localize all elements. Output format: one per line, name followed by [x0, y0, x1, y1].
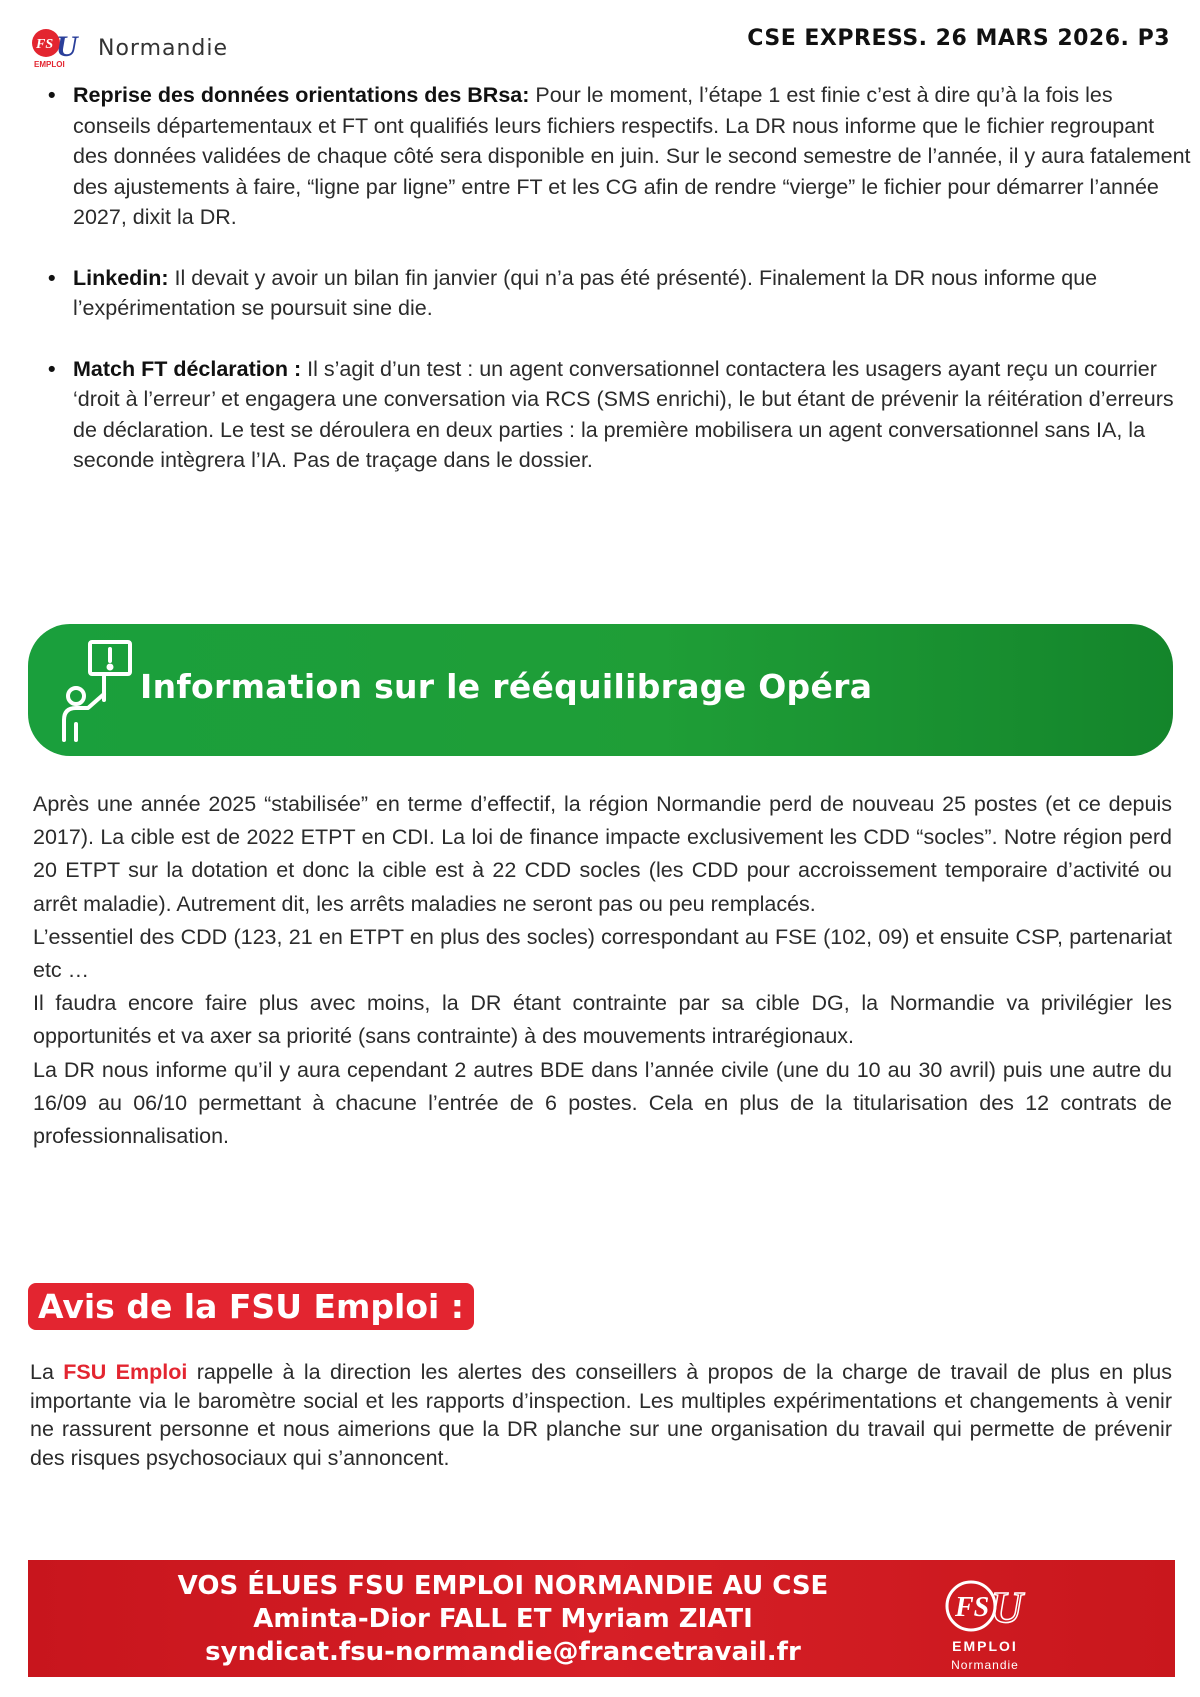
bullet-text: Il s’agit d’un test : un agent conversationnel contactera les usagers ayant reçu un courrier ‘droit à l’erreur’ et engagera une conversation via RCS (SMS enrichi), le but étant de prévenir la réitération d’erreurs de déclaration. Le test se déroulera en deux parties : la première mobilisera un agent conversationnel sans IA, la seconde intègrera l’IA. Pas de traçage dans le dossier. [73, 356, 1174, 472]
bullet-item [73, 263, 1193, 324]
footer-logo-fs: FS [955, 1592, 990, 1623]
bullet-label: Linkedin: [73, 265, 169, 290]
bullet-list [48, 80, 1193, 506]
fsu-logo-sub: EMPLOI [34, 60, 65, 69]
body-paragraph: Après une année 2025 “stabilisée” en terme d’effectif, la région Normandie perd de nouveau 25 postes (et ce depuis 2017). La cible est de 2022 ETPT en CDI. La loi de finance impacte exclusivement les CDD “socles”. Notre région perd 20 ETPT sur la dotation et donc la cible est à 22 CDD socles (les CDD pour accroissement temporaire d’activité ou arrêt maladie). Autrement dit, les arrêts maladies ne seront pas ou peu remplacés. [33, 792, 1172, 916]
issue-header: CSE EXPRESS. 26 MARS 2026. P3 [747, 26, 1170, 51]
avis-paragraph [30, 1358, 1172, 1472]
body-paragraph: La DR nous informe qu’il y aura cependant 2 autres BDE dans l’année civile (une du 10 au 30 avril) puis une autre du 16/09 au 06/10 permettant à chacune l’entrée de 6 postes. Cela en plus de la titularisation des 12 contrats de professionnalisation. [33, 1057, 1172, 1149]
avis-heading: Avis de la FSU Emploi : [28, 1283, 474, 1330]
footer-logo-u: U [991, 1583, 1023, 1632]
protester-sign-icon [54, 638, 134, 744]
section-body [33, 788, 1172, 1153]
bullet-text: Il devait y avoir un bilan fin janvier (qui n’a pas été présenté). Finalement la DR nous informe que l’expérimentation se poursuit sine die. [73, 265, 1098, 320]
footer-email-link[interactable]: syndicat.fsu-normandie@francetravail.fr [205, 1637, 801, 1667]
section-banner [28, 624, 1173, 756]
footer-logo-sub: EMPLOI [952, 1638, 1018, 1654]
avis-org-name: FSU Emploi [63, 1360, 188, 1384]
bullet-item [73, 354, 1193, 476]
footer-logo-region: Normandie [951, 1658, 1019, 1672]
banner-title: Information sur le rééquilibrage Opéra [140, 667, 873, 706]
footer-banner [28, 1560, 1175, 1677]
avis-body: rappelle à la direction les alertes des conseillers à propos de la charge de travail de plus en plus importante via le baromètre social et les rapports d’inspection. Les multiples expérimentations et changements à venir ne rassurent personne et nous aimerions que la DR planche sur une organisation du travail qui permette de prévenir des risques psychosociaux qui s’annoncent. [30, 1360, 1172, 1470]
fsu-logo-icon [30, 26, 90, 70]
bullet-item [73, 80, 1193, 233]
bullet-text: Pour le moment, l’étape 1 est finie c’est à dire qu’à la fois les conseils départementaux et FT ont qualifiés leurs fichiers respectifs. La DR nous informe que le fichier regroupant des données validées de chaque côté sera disponible en juin. Sur le second semestre de l’année, il y aura fatalement des ajustements à faire, “ligne par ligne” entre FT et les CG afin de rendre “vierge” le fichier pour démarrer l’année 2027, dixit la DR. [73, 83, 1191, 229]
logo-region-name: Normandie [98, 36, 229, 61]
fsu-logo-fs: FS [36, 37, 54, 52]
bullet-label: Reprise des données orientations des BRsa: [73, 83, 530, 107]
fsu-logo-icon [935, 1572, 1035, 1638]
footer-line-names: Aminta-Dior FALL ET Myriam ZIATI [253, 1604, 753, 1634]
fsu-emploi-logo [30, 26, 230, 74]
footer-line-title: VOS ÉLUES FSU EMPLOI NORMANDIE AU CSE [177, 1571, 829, 1601]
footer-fsu-logo [935, 1572, 1035, 1672]
body-paragraph: L’essentiel des CDD (123, 21 en ETPT en plus des socles) correspondant au FSE (102, 09) et ensuite CSP, partenariat etc … [33, 924, 1172, 983]
avis-intro: La [30, 1360, 64, 1384]
footer-contact [118, 1570, 888, 1669]
fsu-logo-u: U [56, 30, 78, 63]
body-paragraph: Il faudra encore faire plus avec moins, la DR étant contrainte par sa cible DG, la Normandie va privilégier les opportunités et va axer sa priorité (sans contrainte) à des mouvements intrarégionaux. [33, 991, 1172, 1049]
bullet-label: Match FT déclaration : [73, 356, 302, 381]
